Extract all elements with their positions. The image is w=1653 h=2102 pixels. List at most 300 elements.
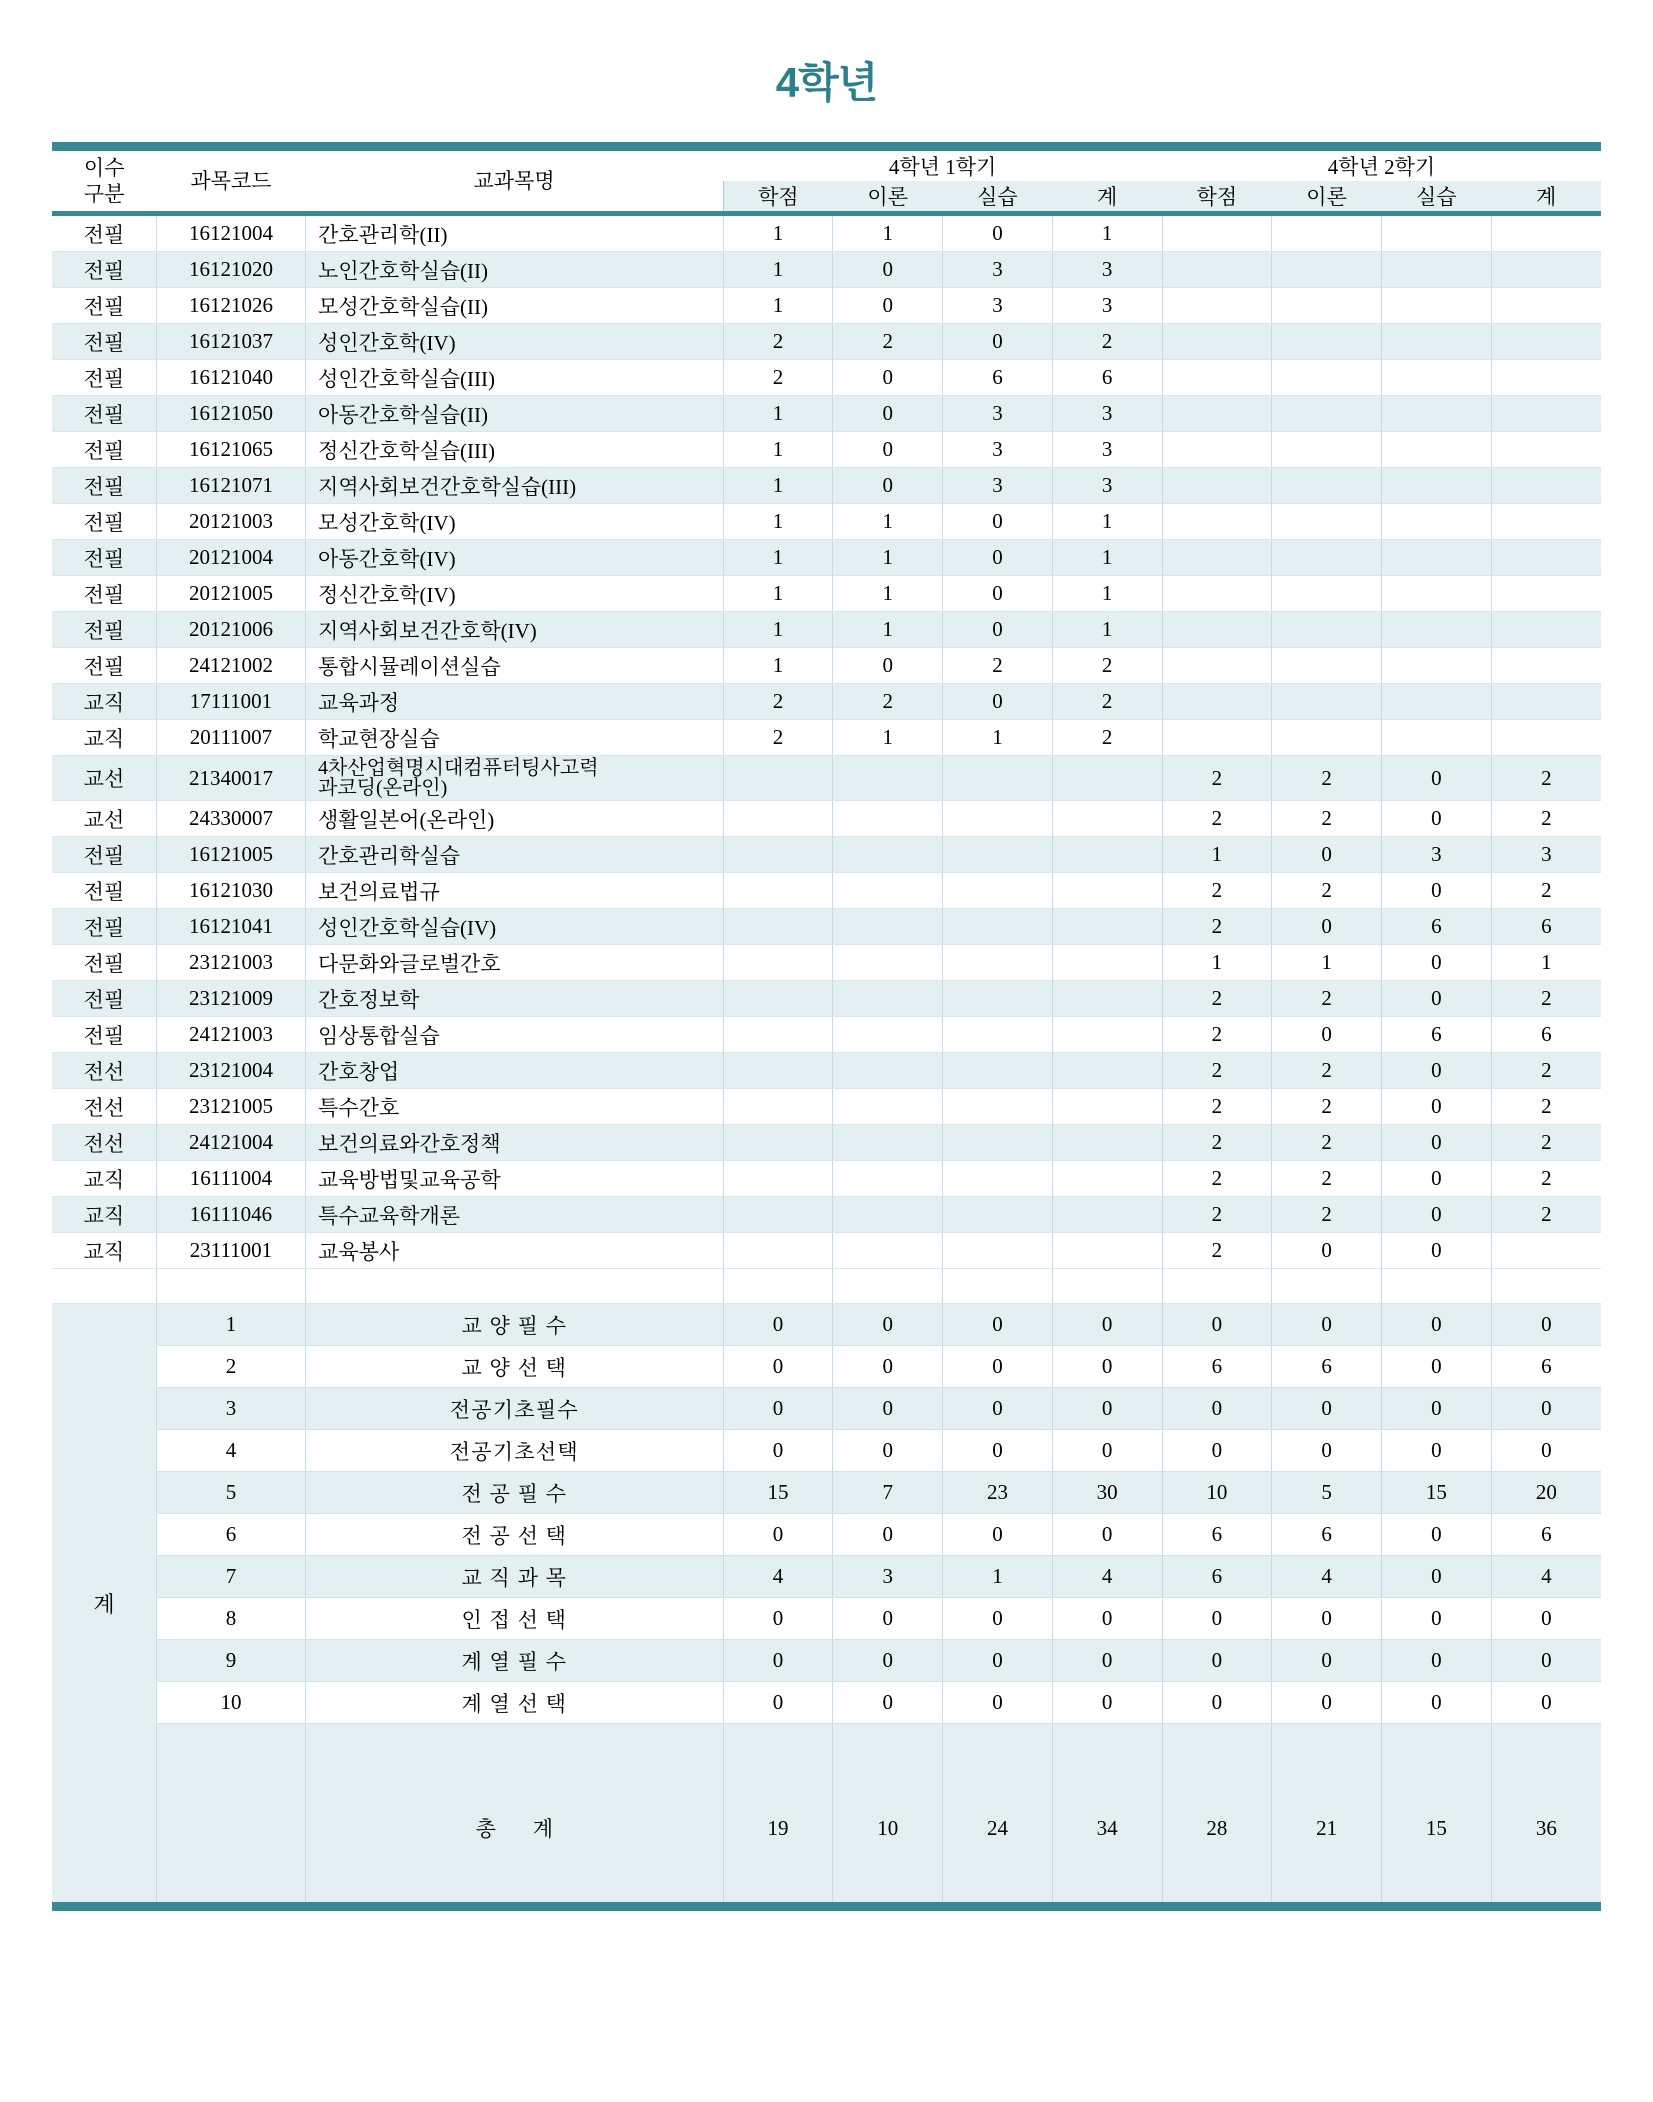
summary-s1-total: 0 xyxy=(1052,1388,1162,1430)
cell-s2-practice: 6 xyxy=(1381,1017,1491,1053)
cell-course-code: 23121004 xyxy=(156,1053,305,1089)
cell-course-code: 16121030 xyxy=(156,873,305,909)
total-s2-total: 36 xyxy=(1491,1754,1601,1902)
summary-row-number: 2 xyxy=(156,1346,305,1388)
summary-s2-theory: 0 xyxy=(1272,1640,1382,1682)
summary-s2-credit: 10 xyxy=(1162,1472,1272,1514)
cell-s2-theory: 2 xyxy=(1272,756,1382,801)
cell-course-code: 20111007 xyxy=(156,720,305,756)
spacer-cell xyxy=(1162,1269,1272,1304)
cell-s2-practice: 6 xyxy=(1381,909,1491,945)
cell-s1-practice xyxy=(943,945,1053,981)
summary-s1-theory: 0 xyxy=(833,1388,943,1430)
summary-s1-credit: 0 xyxy=(723,1346,833,1388)
cell-s2-total: 2 xyxy=(1491,1089,1601,1125)
summary-s2-credit: 0 xyxy=(1162,1682,1272,1724)
cell-s1-theory: 0 xyxy=(833,648,943,684)
cell-division: 전필 xyxy=(52,945,156,981)
cell-s1-theory xyxy=(833,756,943,801)
cell-s1-theory xyxy=(833,1017,943,1053)
cell-s2-theory: 0 xyxy=(1272,837,1382,873)
cell-course-name: 학교현장실습 xyxy=(306,720,724,756)
cell-course-name: 간호관리학(II) xyxy=(306,216,724,252)
cell-s1-total: 2 xyxy=(1052,720,1162,756)
cell-s2-practice xyxy=(1381,360,1491,396)
cell-s1-theory: 0 xyxy=(833,468,943,504)
cell-s2-credit xyxy=(1162,324,1272,360)
cell-s2-practice: 0 xyxy=(1381,1089,1491,1125)
cell-s1-theory xyxy=(833,945,943,981)
cell-s1-total xyxy=(1052,1053,1162,1089)
summary-s2-theory: 4 xyxy=(1272,1556,1382,1598)
cell-division: 전필 xyxy=(52,837,156,873)
table-row xyxy=(52,945,1601,981)
cell-s2-theory xyxy=(1272,468,1382,504)
cell-course-name: 모성간호학(IV) xyxy=(306,504,724,540)
summary-row-label: 교 양 필 수 xyxy=(306,1304,724,1346)
cell-course-name: 정신간호학실습(III) xyxy=(306,432,724,468)
cell-division: 교직 xyxy=(52,1233,156,1269)
cell-course-name: 교육봉사 xyxy=(306,1233,724,1269)
cell-s1-credit xyxy=(723,873,833,909)
header-division xyxy=(52,151,156,211)
cell-s1-practice: 0 xyxy=(943,324,1053,360)
cell-s2-total xyxy=(1491,648,1601,684)
summary-s1-total: 0 xyxy=(1052,1514,1162,1556)
cell-s2-practice xyxy=(1381,324,1491,360)
summary-s1-theory: 0 xyxy=(833,1640,943,1682)
cell-s2-practice xyxy=(1381,540,1491,576)
cell-s2-credit: 2 xyxy=(1162,1233,1272,1269)
summary-s1-credit: 15 xyxy=(723,1472,833,1514)
cell-s1-total xyxy=(1052,1089,1162,1125)
cell-division: 전필 xyxy=(52,540,156,576)
cell-s1-credit xyxy=(723,1125,833,1161)
summary-s1-total: 4 xyxy=(1052,1556,1162,1598)
cell-s1-theory xyxy=(833,1089,943,1125)
cell-s2-credit: 2 xyxy=(1162,873,1272,909)
summary-s2-theory: 0 xyxy=(1272,1598,1382,1640)
cell-course-name: 4차산업혁명시대컴퓨터팅사고력 과코딩(온라인) xyxy=(306,756,724,801)
cell-course-code: 16111046 xyxy=(156,1197,305,1233)
spacer-cell xyxy=(833,1269,943,1304)
cell-s1-practice xyxy=(943,1125,1053,1161)
cell-s2-credit xyxy=(1162,648,1272,684)
cell-course-code: 16111004 xyxy=(156,1161,305,1197)
cell-s1-total: 3 xyxy=(1052,432,1162,468)
summary-row-label: 교 양 선 택 xyxy=(306,1346,724,1388)
cell-s1-theory xyxy=(833,909,943,945)
blank-band-cell xyxy=(306,1724,724,1755)
spacer-cell xyxy=(1491,1269,1601,1304)
summary-s2-practice: 0 xyxy=(1381,1682,1491,1724)
table-row xyxy=(52,1053,1601,1089)
summary-spacer-row xyxy=(52,1269,1601,1304)
summary-row-label: 계 열 선 택 xyxy=(306,1682,724,1724)
blank-band-cell xyxy=(1272,1724,1382,1755)
cell-course-name: 정신간호학(IV) xyxy=(306,576,724,612)
cell-s2-total: 2 xyxy=(1491,1053,1601,1089)
cell-s2-total: 3 xyxy=(1491,837,1601,873)
cell-division: 전필 xyxy=(52,648,156,684)
total-s1-credit: 19 xyxy=(723,1754,833,1902)
cell-course-code: 16121050 xyxy=(156,396,305,432)
summary-row xyxy=(52,1514,1601,1556)
summary-s1-total: 0 xyxy=(1052,1682,1162,1724)
header-division-line2: 구분 xyxy=(83,182,125,206)
cell-division: 전필 xyxy=(52,396,156,432)
cell-course-name: 특수간호 xyxy=(306,1089,724,1125)
header-s2-theory: 이론 xyxy=(1272,181,1382,211)
cell-s1-credit: 1 xyxy=(723,396,833,432)
summary-row-number: 9 xyxy=(156,1640,305,1682)
table-row xyxy=(52,909,1601,945)
summary-s1-credit: 0 xyxy=(723,1682,833,1724)
cell-s1-theory: 0 xyxy=(833,396,943,432)
cell-s1-total: 1 xyxy=(1052,612,1162,648)
cell-course-name: 임상통합실습 xyxy=(306,1017,724,1053)
cell-s2-theory xyxy=(1272,216,1382,252)
summary-gye-label: 계 xyxy=(52,1304,156,1903)
cell-course-code: 24330007 xyxy=(156,801,305,837)
summary-s1-theory: 0 xyxy=(833,1430,943,1472)
page-title: 4학년 xyxy=(775,59,878,106)
cell-s2-credit: 2 xyxy=(1162,801,1272,837)
cell-s1-theory xyxy=(833,873,943,909)
cell-s1-theory xyxy=(833,1197,943,1233)
cell-course-name: 모성간호학실습(II) xyxy=(306,288,724,324)
summary-s1-total: 0 xyxy=(1052,1430,1162,1472)
cell-division: 전필 xyxy=(52,252,156,288)
cell-division: 전필 xyxy=(52,468,156,504)
cell-s1-theory: 1 xyxy=(833,504,943,540)
summary-row-label: 교 직 과 목 xyxy=(306,1556,724,1598)
summary-row-number: 3 xyxy=(156,1388,305,1430)
table-row xyxy=(52,1017,1601,1053)
summary-s1-practice: 0 xyxy=(943,1682,1053,1724)
cell-s2-total: 2 xyxy=(1491,756,1601,801)
summary-s2-total: 6 xyxy=(1491,1514,1601,1556)
cell-s1-credit xyxy=(723,1233,833,1269)
table-row xyxy=(52,981,1601,1017)
cell-course-code: 20121005 xyxy=(156,576,305,612)
summary-row xyxy=(52,1472,1601,1514)
blank-band-cell xyxy=(943,1724,1053,1755)
header-course-code: 과목코드 xyxy=(190,168,272,193)
cell-s2-theory xyxy=(1272,540,1382,576)
cell-s2-credit: 1 xyxy=(1162,945,1272,981)
cell-course-code: 16121005 xyxy=(156,837,305,873)
summary-s1-theory: 0 xyxy=(833,1346,943,1388)
cell-s2-total xyxy=(1491,360,1601,396)
summary-s2-total: 0 xyxy=(1491,1304,1601,1346)
cell-s2-credit: 2 xyxy=(1162,756,1272,801)
cell-division: 전필 xyxy=(52,432,156,468)
summary-s2-credit: 6 xyxy=(1162,1346,1272,1388)
cell-s2-credit: 2 xyxy=(1162,981,1272,1017)
cell-course-name: 생활일본어(온라인) xyxy=(306,801,724,837)
header-s2-practice: 실습 xyxy=(1381,181,1491,211)
cell-s1-credit xyxy=(723,909,833,945)
cell-division: 전필 xyxy=(52,576,156,612)
cell-s1-practice xyxy=(943,1197,1053,1233)
cell-s2-practice: 0 xyxy=(1381,873,1491,909)
summary-s1-theory: 3 xyxy=(833,1556,943,1598)
cell-s1-practice: 0 xyxy=(943,504,1053,540)
cell-course-code: 17111001 xyxy=(156,684,305,720)
table-head-group xyxy=(52,142,1601,216)
cell-s2-theory: 2 xyxy=(1272,1125,1382,1161)
cell-course-name: 간호관리학실습 xyxy=(306,837,724,873)
cell-s2-practice xyxy=(1381,432,1491,468)
cell-s2-theory xyxy=(1272,288,1382,324)
cell-s1-practice xyxy=(943,981,1053,1017)
cell-division: 교직 xyxy=(52,720,156,756)
summary-row-label: 인 접 선 택 xyxy=(306,1598,724,1640)
cell-course-code: 20121006 xyxy=(156,612,305,648)
table-row xyxy=(52,1125,1601,1161)
summary-s2-theory: 6 xyxy=(1272,1346,1382,1388)
total-s2-practice: 15 xyxy=(1381,1754,1491,1902)
cell-s1-practice xyxy=(943,801,1053,837)
cell-s2-theory: 2 xyxy=(1272,1197,1382,1233)
table-row xyxy=(52,873,1601,909)
cell-division: 전필 xyxy=(52,873,156,909)
summary-row-number: 8 xyxy=(156,1598,305,1640)
cell-s1-credit xyxy=(723,801,833,837)
cell-s1-credit: 1 xyxy=(723,432,833,468)
summary-row xyxy=(52,1598,1601,1640)
table-row xyxy=(52,504,1601,540)
summary-s2-theory: 0 xyxy=(1272,1304,1382,1346)
cell-s2-theory xyxy=(1272,360,1382,396)
spacer-cell xyxy=(943,1269,1053,1304)
blank-band-cell xyxy=(833,1724,943,1755)
summary-s1-practice: 0 xyxy=(943,1598,1053,1640)
spacer-cell xyxy=(156,1269,305,1304)
bottom-rule xyxy=(52,1902,1601,1911)
summary-s1-total: 0 xyxy=(1052,1346,1162,1388)
cell-s1-practice: 0 xyxy=(943,216,1053,252)
cell-s1-theory: 0 xyxy=(833,432,943,468)
spacer-cell xyxy=(52,1269,156,1304)
cell-s2-theory: 2 xyxy=(1272,1161,1382,1197)
cell-s2-theory xyxy=(1272,396,1382,432)
cell-s1-total xyxy=(1052,756,1162,801)
cell-s1-total: 3 xyxy=(1052,288,1162,324)
cell-course-name: 교육과정 xyxy=(306,684,724,720)
summary-s1-total: 0 xyxy=(1052,1598,1162,1640)
table-row xyxy=(52,1233,1601,1269)
summary-s1-credit: 0 xyxy=(723,1514,833,1556)
cell-s2-practice xyxy=(1381,720,1491,756)
cell-course-name: 간호정보학 xyxy=(306,981,724,1017)
summary-row xyxy=(52,1682,1601,1724)
cell-division: 교직 xyxy=(52,1197,156,1233)
cell-s1-total xyxy=(1052,1197,1162,1233)
header-s2-total: 계 xyxy=(1491,181,1601,211)
cell-s1-theory: 1 xyxy=(833,612,943,648)
cell-s1-credit: 2 xyxy=(723,360,833,396)
cell-s2-total xyxy=(1491,432,1601,468)
header-course-name: 교과목명 xyxy=(473,168,555,193)
cell-s1-total xyxy=(1052,945,1162,981)
cell-s1-total: 1 xyxy=(1052,504,1162,540)
summary-row xyxy=(52,1430,1601,1472)
cell-s1-practice: 3 xyxy=(943,468,1053,504)
cell-s2-practice xyxy=(1381,504,1491,540)
cell-division: 전필 xyxy=(52,324,156,360)
cell-s1-total xyxy=(1052,1161,1162,1197)
summary-s2-total: 0 xyxy=(1491,1430,1601,1472)
cell-s1-theory xyxy=(833,1233,943,1269)
cell-s2-practice xyxy=(1381,216,1491,252)
table-row xyxy=(52,1161,1601,1197)
cell-s1-practice xyxy=(943,1161,1053,1197)
cell-s1-credit: 2 xyxy=(723,324,833,360)
cell-course-code: 23121003 xyxy=(156,945,305,981)
summary-s2-theory: 0 xyxy=(1272,1430,1382,1472)
cell-s1-theory xyxy=(833,801,943,837)
table-row xyxy=(52,288,1601,324)
cell-course-name: 다문화와글로벌간호 xyxy=(306,945,724,981)
cell-s2-credit: 2 xyxy=(1162,1125,1272,1161)
cell-course-code: 24121003 xyxy=(156,1017,305,1053)
top-rule xyxy=(52,142,1601,151)
spacer-cell xyxy=(1052,1269,1162,1304)
cell-s1-practice: 0 xyxy=(943,612,1053,648)
total-row-label: 총 계 xyxy=(306,1754,724,1902)
top-rule-row xyxy=(52,142,1601,151)
cell-course-code: 23121009 xyxy=(156,981,305,1017)
cell-course-code: 16121004 xyxy=(156,216,305,252)
cell-s1-practice: 6 xyxy=(943,360,1053,396)
table-row xyxy=(52,1089,1601,1125)
cell-division: 전필 xyxy=(52,612,156,648)
cell-s2-credit xyxy=(1162,576,1272,612)
cell-s1-total xyxy=(1052,1125,1162,1161)
summary-s2-credit: 6 xyxy=(1162,1556,1272,1598)
cell-s1-total xyxy=(1052,909,1162,945)
cell-s1-credit: 1 xyxy=(723,576,833,612)
cell-s1-credit xyxy=(723,1089,833,1125)
cell-division: 교직 xyxy=(52,684,156,720)
cell-s1-credit: 2 xyxy=(723,720,833,756)
cell-s2-theory xyxy=(1272,504,1382,540)
cell-s2-credit xyxy=(1162,252,1272,288)
summary-s1-credit: 0 xyxy=(723,1640,833,1682)
course-rows-body xyxy=(52,216,1601,1269)
table-row xyxy=(52,684,1601,720)
cell-course-name: 지역사회보건간호학(IV) xyxy=(306,612,724,648)
cell-s2-credit xyxy=(1162,432,1272,468)
cell-s2-credit xyxy=(1162,360,1272,396)
cell-division: 전필 xyxy=(52,288,156,324)
bottom-rule-row xyxy=(52,1902,1601,1911)
summary-s1-credit: 0 xyxy=(723,1304,833,1346)
cell-course-name: 교육방법및교육공학 xyxy=(306,1161,724,1197)
summary-s1-credit: 0 xyxy=(723,1388,833,1430)
cell-s1-total: 3 xyxy=(1052,252,1162,288)
cell-s1-theory xyxy=(833,837,943,873)
cell-s1-credit: 1 xyxy=(723,504,833,540)
summary-s1-credit: 0 xyxy=(723,1430,833,1472)
cell-s2-practice xyxy=(1381,288,1491,324)
cell-s2-credit xyxy=(1162,684,1272,720)
cell-s2-credit xyxy=(1162,216,1272,252)
cell-division: 교선 xyxy=(52,801,156,837)
cell-course-code: 24121002 xyxy=(156,648,305,684)
table-row xyxy=(52,432,1601,468)
cell-s2-total xyxy=(1491,468,1601,504)
cell-s2-practice: 0 xyxy=(1381,1233,1491,1269)
summary-row-label: 전공기초선택 xyxy=(306,1430,724,1472)
cell-s2-practice: 0 xyxy=(1381,756,1491,801)
cell-s2-credit xyxy=(1162,540,1272,576)
cell-division: 교선 xyxy=(52,756,156,801)
cell-course-name: 통합시뮬레이션실습 xyxy=(306,648,724,684)
cell-s2-theory xyxy=(1272,324,1382,360)
summary-row xyxy=(52,1640,1601,1682)
cell-s1-practice xyxy=(943,1017,1053,1053)
cell-course-code: 16121065 xyxy=(156,432,305,468)
header-s2-credit: 학점 xyxy=(1162,181,1272,211)
cell-course-code: 20121004 xyxy=(156,540,305,576)
cell-course-code: 16121026 xyxy=(156,288,305,324)
cell-s2-practice xyxy=(1381,612,1491,648)
table-row xyxy=(52,468,1601,504)
cell-s1-credit: 2 xyxy=(723,684,833,720)
cell-s2-practice xyxy=(1381,252,1491,288)
summary-s2-practice: 0 xyxy=(1381,1640,1491,1682)
cell-course-name: 노인간호학실습(II) xyxy=(306,252,724,288)
summary-rows-body xyxy=(52,1269,1601,1903)
curriculum-table xyxy=(52,142,1601,1911)
cell-s1-total xyxy=(1052,873,1162,909)
cell-s2-total xyxy=(1491,540,1601,576)
table-row xyxy=(52,216,1601,252)
cell-s2-credit: 2 xyxy=(1162,1089,1272,1125)
cell-s2-theory xyxy=(1272,684,1382,720)
summary-row xyxy=(52,1304,1601,1346)
cell-s2-total: 2 xyxy=(1491,801,1601,837)
cell-division: 전필 xyxy=(52,504,156,540)
cell-s1-theory: 0 xyxy=(833,360,943,396)
cell-s2-practice: 0 xyxy=(1381,1053,1491,1089)
cell-s2-theory xyxy=(1272,720,1382,756)
summary-row-number: 6 xyxy=(156,1514,305,1556)
cell-s1-practice: 3 xyxy=(943,288,1053,324)
summary-s2-credit: 0 xyxy=(1162,1388,1272,1430)
summary-s2-credit: 6 xyxy=(1162,1514,1272,1556)
summary-s1-theory: 0 xyxy=(833,1598,943,1640)
total-row-number xyxy=(156,1754,305,1902)
cell-s2-total xyxy=(1491,1233,1601,1269)
cell-s2-practice: 0 xyxy=(1381,801,1491,837)
summary-s2-total: 6 xyxy=(1491,1346,1601,1388)
cell-s2-total xyxy=(1491,216,1601,252)
cell-s1-total: 6 xyxy=(1052,360,1162,396)
cell-course-name: 아동간호학(IV) xyxy=(306,540,724,576)
header-s1-total: 계 xyxy=(1052,181,1162,211)
cell-course-code: 23121005 xyxy=(156,1089,305,1125)
cell-course-code: 21340017 xyxy=(156,756,305,801)
cell-s1-practice: 3 xyxy=(943,396,1053,432)
cell-s1-theory: 2 xyxy=(833,324,943,360)
total-s1-total: 34 xyxy=(1052,1754,1162,1902)
summary-s2-practice: 0 xyxy=(1381,1598,1491,1640)
cell-s2-total xyxy=(1491,288,1601,324)
